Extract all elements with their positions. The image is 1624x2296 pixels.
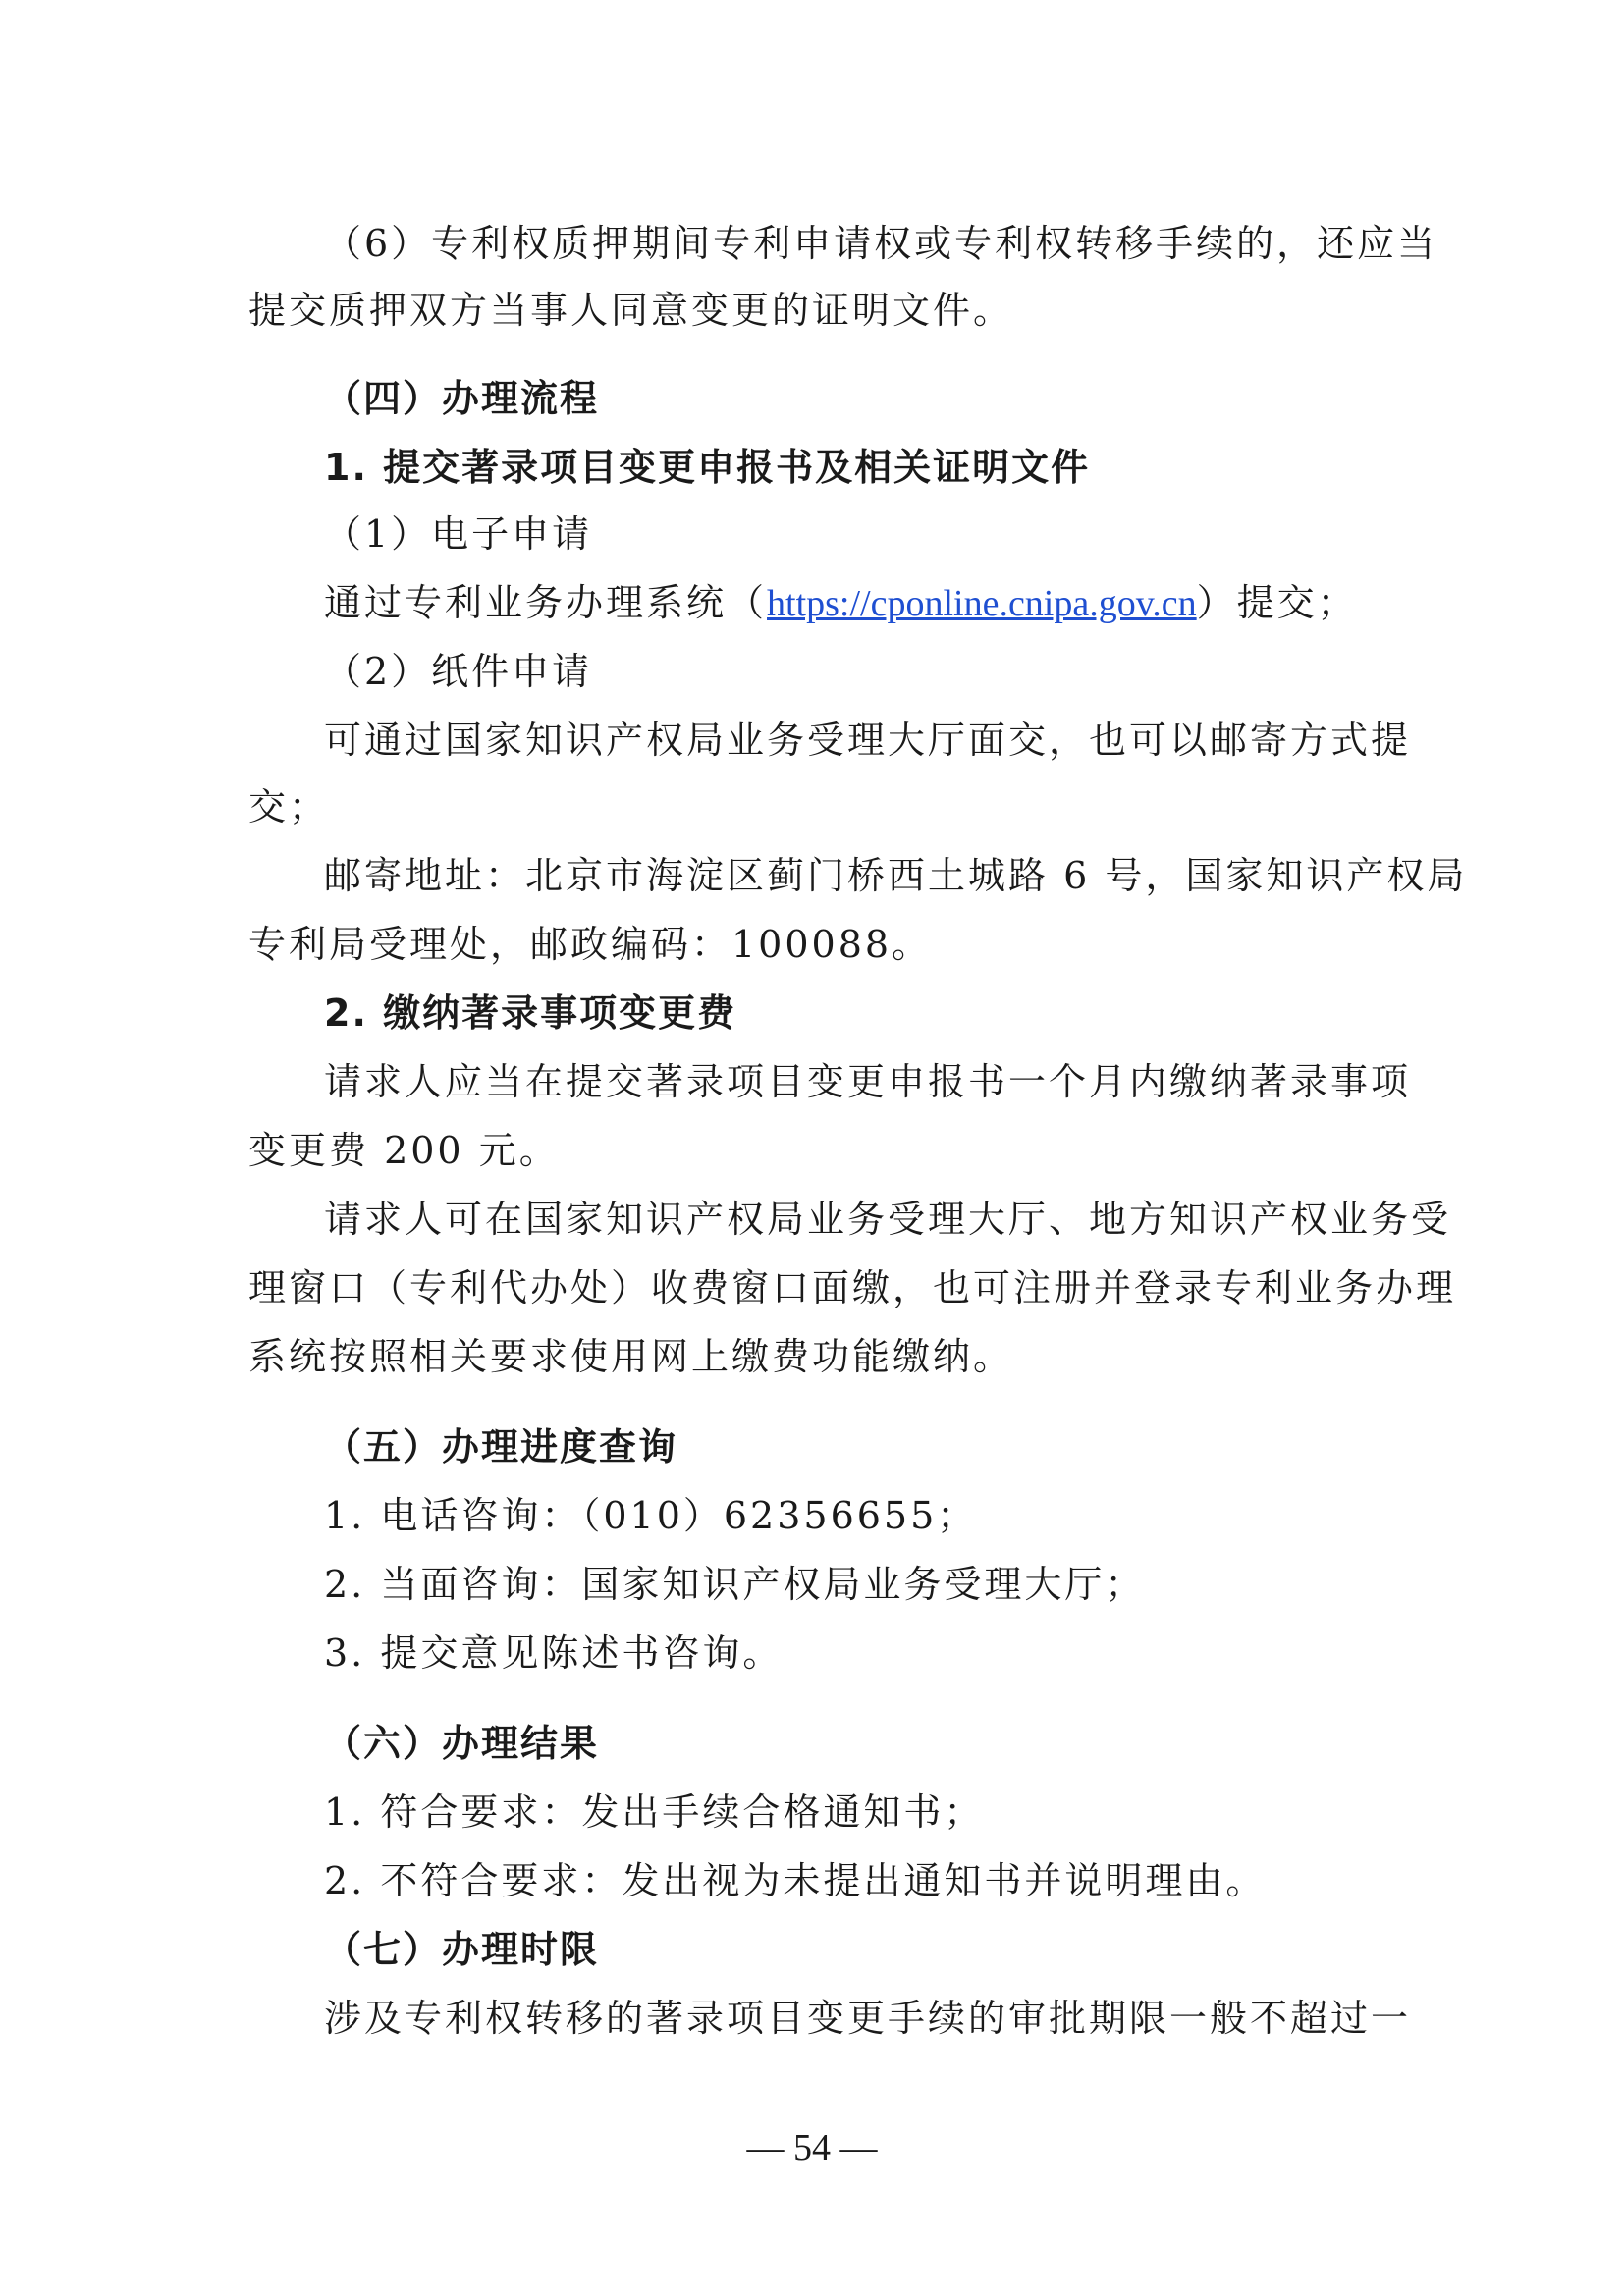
- list-item: 2. 当面咨询：国家知识产权局业务受理大厅；: [324, 1563, 1146, 1606]
- paragraph-line-with-link: [324, 577, 1387, 629]
- section-heading-6: （六）办理结果: [324, 1722, 600, 1765]
- paragraph-line: 可通过国家知识产权局业务受理大厅面交，也可以邮寄方式提: [324, 719, 1412, 762]
- paragraph-line: （6）专利权质押期间专利申请权或专利权转移手续的，还应当: [324, 222, 1438, 265]
- paragraph-line: 变更费 200 元。: [248, 1129, 560, 1172]
- paragraph-line: 请求人可在国家知识产权局业务受理大厅、地方知识产权业务受: [324, 1198, 1452, 1241]
- paragraph-line: 专利局受理处，邮政编码：100088。: [248, 923, 933, 966]
- paragraph-line: 邮寄地址：北京市海淀区蓟门桥西土城路 6 号，国家知识产权局: [324, 854, 1468, 897]
- page-number: — 54 —: [746, 2127, 878, 2168]
- section-heading-7: （七）办理时限: [324, 1928, 600, 1971]
- subheading-submit-documents: 1. 提交著录项目变更申报书及相关证明文件: [324, 446, 1091, 489]
- section-heading-4: （四）办理流程: [324, 377, 600, 420]
- list-item: 3. 提交意见陈述书咨询。: [324, 1631, 784, 1675]
- paragraph-line: 提交质押双方当事人同意变更的证明文件。: [248, 289, 1014, 332]
- link-suffix-text: ）提交；: [1196, 581, 1358, 624]
- paragraph-line: 交；: [248, 785, 330, 828]
- paragraph-line: 系统按照相关要求使用网上缴费功能缴纳。: [248, 1335, 1014, 1378]
- paragraph-line: 理窗口（专利代办处）收费窗口面缴，也可注册并登录专利业务办理: [248, 1266, 1457, 1309]
- list-item: 2. 不符合要求：发出视为未提出通知书并说明理由。: [324, 1859, 1267, 1902]
- paragraph-line: （1）电子申请: [324, 512, 593, 556]
- paragraph-line: 请求人应当在提交著录项目变更申报书一个月内缴纳著录事项: [324, 1060, 1412, 1103]
- paragraph-line: 涉及专利权转移的著录项目变更手续的审批期限一般不超过一: [324, 1997, 1412, 2040]
- list-item: 1. 电话咨询：（010）62356655；: [324, 1494, 978, 1537]
- subheading-pay-fee: 2. 缴纳著录事项变更费: [324, 991, 737, 1035]
- list-item: 1. 符合要求：发出手续合格通知书；: [324, 1790, 985, 1834]
- cponline-link[interactable]: https://cponline.cnipa.gov.cn: [767, 583, 1197, 624]
- link-prefix-text: 通过专利业务办理系统（: [324, 581, 768, 624]
- section-heading-5: （五）办理进度查询: [324, 1425, 678, 1468]
- paragraph-line: （2）纸件申请: [324, 650, 593, 693]
